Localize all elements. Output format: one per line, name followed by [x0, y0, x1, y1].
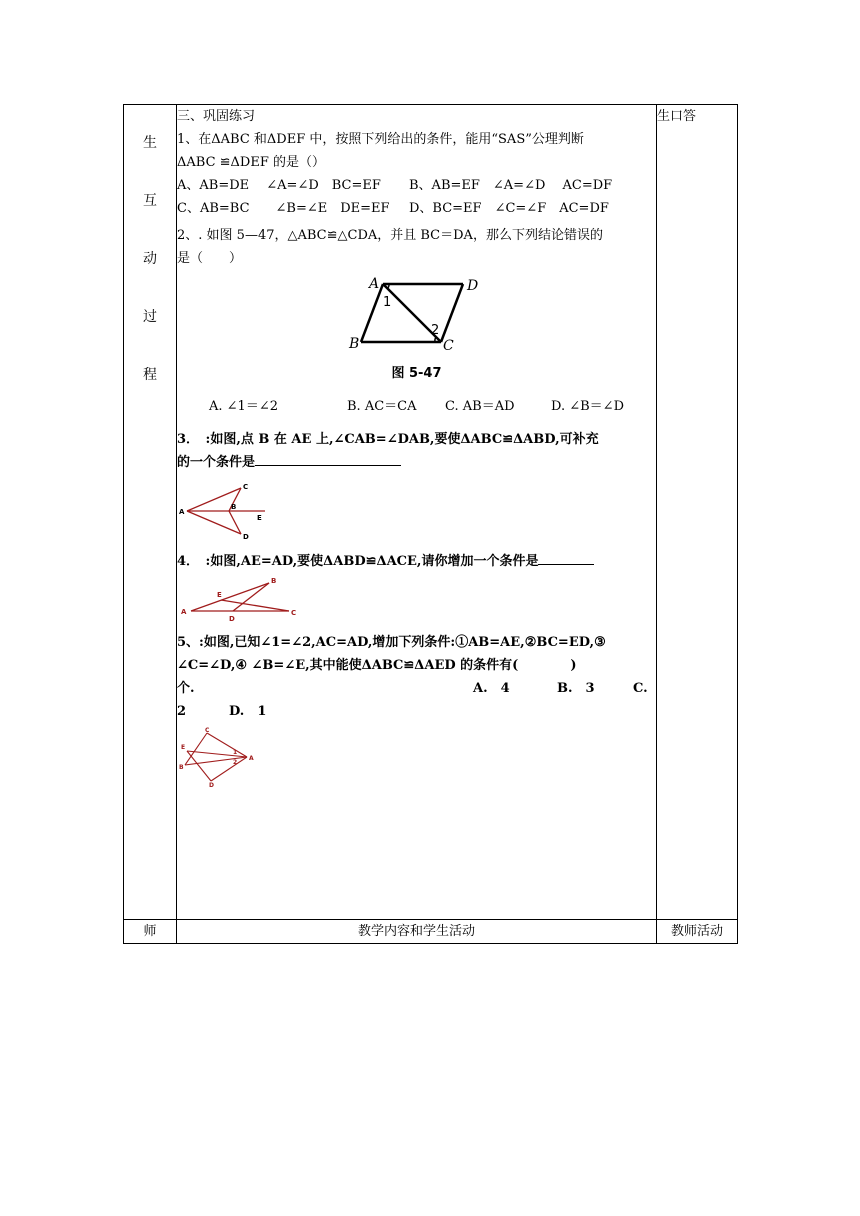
- footer-left: 师: [124, 920, 177, 944]
- q5-label-e: E: [181, 744, 186, 751]
- fig-label-d: D: [467, 278, 479, 294]
- q4-line1-wrap: [177, 550, 656, 573]
- q4-label-e: E: [217, 591, 222, 599]
- figure-q3: [177, 480, 277, 542]
- q5-option-c: C.: [633, 681, 648, 696]
- figure-q4: [177, 575, 307, 623]
- q2-option-c: C. AB＝AD: [445, 399, 515, 414]
- q1-line1: 1、在ΔABC 和ΔDEF 中，按照下列给出的条件，能用“SAS”公理判断: [177, 132, 584, 147]
- footer-center: 教学内容和学生活动: [177, 920, 657, 944]
- teacher-note: 生口答: [657, 109, 697, 124]
- teacher-note-cell: [657, 105, 738, 920]
- q5-label-angle1: 1: [233, 749, 238, 756]
- footer-row: [124, 920, 738, 944]
- side-label-char: 过: [143, 309, 157, 325]
- q5-line1: 5、:如图,已知∠1=∠2,AC=AD,增加下列条件:①AB=AE,②BC=ED,③: [177, 635, 606, 650]
- q3-line2-wrap: [177, 451, 656, 474]
- side-label-char: 动: [143, 251, 157, 267]
- q2-option-d: D. ∠B＝∠D: [551, 399, 624, 414]
- q5-option-a: A. 4: [473, 681, 510, 696]
- q3-label-a: A: [179, 508, 185, 516]
- q4-line1: 4． :如图,AE=AD,要使ΔABD≌ΔACE,请你增加一个条件是: [177, 554, 539, 569]
- figure-q5: [177, 727, 267, 787]
- q4-label-a: A: [181, 608, 187, 616]
- q1-option-d: D、BC=EF ∠C=∠F AC=DF: [409, 201, 609, 216]
- q1-option-c: C、AB=BC ∠B=∠E DE=EF: [177, 201, 390, 216]
- q2-options-row: [177, 395, 656, 418]
- q5-line3-text: 个.: [177, 681, 195, 696]
- q5-label-d: D: [209, 782, 214, 787]
- q5-line2: ∠C=∠D,④ ∠B=∠E,其中能使ΔABC≌ΔAED 的条件有( ): [177, 658, 577, 673]
- q3-label-e: E: [257, 514, 262, 522]
- q4-line-ec: [221, 600, 289, 611]
- fig-label-c: C: [443, 338, 454, 354]
- q5-label-c: C: [205, 727, 210, 734]
- q3-label-d: D: [243, 533, 249, 541]
- content-cell: [177, 105, 657, 920]
- fig-label-a: A: [369, 276, 380, 292]
- q2-option-a: A. ∠1＝∠2: [209, 399, 278, 414]
- q3-label-c: C: [243, 483, 249, 491]
- q5-line-cb: [185, 733, 207, 765]
- footer-right: 教师活动: [657, 920, 738, 944]
- q4-label-d: D: [229, 615, 235, 623]
- fig-line-ab: [361, 284, 383, 342]
- q1-options-row2: [177, 197, 656, 220]
- q5-option-b: B. 3: [557, 681, 595, 696]
- figure-caption: 图 5-47: [391, 366, 442, 381]
- fig-label-angle1: 1: [383, 295, 392, 310]
- q3-line-ad: [187, 511, 241, 534]
- q5-option-d: D. 1: [229, 704, 267, 719]
- q4-label-c: C: [291, 609, 297, 617]
- fig-line-dc: [441, 284, 463, 342]
- q5-label-b: B: [179, 764, 184, 771]
- side-label-char: 程: [143, 367, 157, 383]
- side-label-char: 互: [143, 193, 157, 209]
- side-label-char: 生: [143, 135, 157, 151]
- q2-line1: 2、. 如图 5—47，△ABC≌△CDA，并且 BC＝DA，那么下列结论错误的: [177, 228, 603, 243]
- lesson-table-wrapper: [123, 104, 738, 945]
- q4-answer-blank: [538, 550, 594, 565]
- fig-label-b: B: [349, 336, 360, 352]
- q1-options-row1: [177, 174, 656, 197]
- q3-line1: 3． :如图,点 B 在 AE 上,∠CAB=∠DAB,要使ΔABC≌ΔABD,可补充: [177, 432, 599, 447]
- q4-label-b: B: [271, 577, 277, 585]
- side-label-cell: [124, 105, 177, 920]
- q1-option-a: A、AB=DE ∠A=∠D BC=EF: [177, 178, 381, 193]
- q5-line-ed: [187, 751, 211, 781]
- q2-option-b: B. AC＝CA: [347, 399, 417, 414]
- figure-5-47: [177, 276, 639, 354]
- q1-line2: ΔABC ≌ΔDEF 的是（）: [177, 155, 325, 170]
- q3-answer-blank: [255, 451, 401, 466]
- q5-option-c-value: 2: [177, 704, 187, 719]
- q3-label-b: B: [231, 503, 237, 511]
- q1-option-b: B、AB=EF ∠A=∠D AC=DF: [409, 178, 613, 193]
- lesson-table: [123, 104, 738, 944]
- q4-line-ab: [191, 583, 269, 611]
- q2-line2: 是（ ）: [177, 251, 243, 266]
- main-row: [124, 105, 738, 920]
- section-title: 三、巩固练习: [177, 109, 256, 124]
- q5-line3: [177, 677, 656, 700]
- fig-label-angle2: 2: [431, 323, 440, 338]
- q5-label-a: A: [249, 755, 254, 762]
- q3-line2: 的一个条件是: [177, 455, 256, 470]
- q3-line-bd: [229, 511, 241, 534]
- q5-line4: [177, 700, 656, 723]
- q5-label-angle2: 2: [233, 759, 238, 766]
